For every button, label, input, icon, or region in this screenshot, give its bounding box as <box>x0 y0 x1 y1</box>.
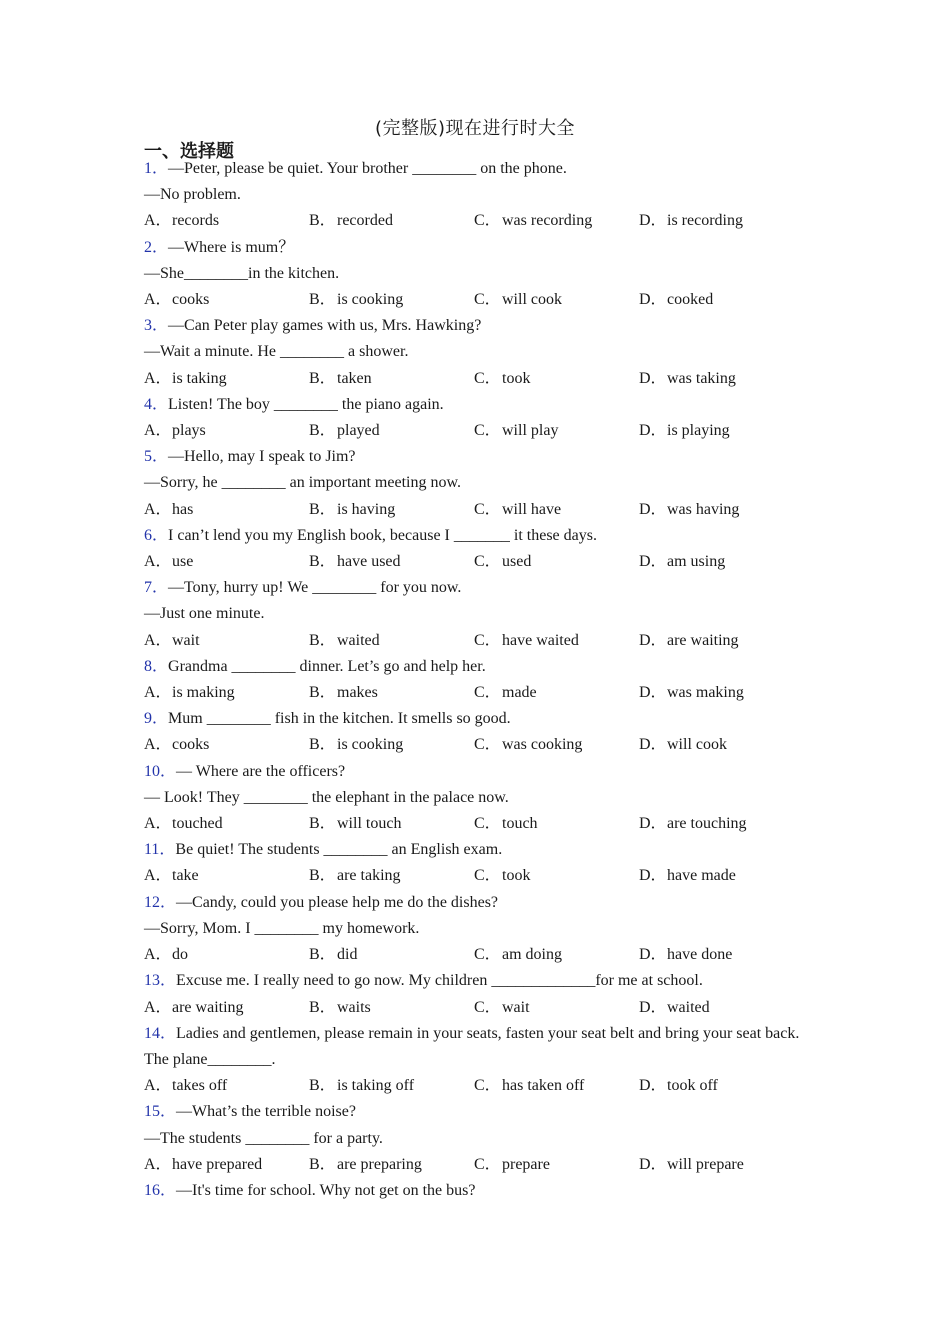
answer-option <box>144 863 309 889</box>
option-text: took off <box>667 1077 718 1095</box>
option-letter: A． <box>144 815 172 833</box>
option-text: am using <box>667 553 726 571</box>
question-text: —The students ________ for a party. <box>144 1129 383 1147</box>
option-text: waited <box>667 998 710 1016</box>
question-text: —Hello, may I speak to Jim? <box>168 448 356 466</box>
option-letter: D． <box>639 815 667 833</box>
question-text: — Look! They ________ the elephant in the palace now. <box>144 788 509 806</box>
option-text: is taking <box>172 369 227 387</box>
answer-option <box>144 942 309 968</box>
answer-option <box>474 497 639 523</box>
question-number: 4． <box>144 395 169 413</box>
option-text: recorded <box>337 212 393 230</box>
option-letter: C． <box>474 946 501 964</box>
question-dialogue-line <box>144 1126 804 1152</box>
option-text: wait <box>502 998 530 1016</box>
option-text: will prepare <box>667 1155 744 1173</box>
option-text: taken <box>337 369 372 387</box>
question-number: 1． <box>144 160 169 177</box>
option-letter: B． <box>309 553 336 571</box>
option-letter: B． <box>309 684 336 702</box>
answer-option <box>144 549 309 575</box>
option-text: used <box>502 553 532 571</box>
answer-option <box>639 628 804 654</box>
option-text: made <box>502 684 537 702</box>
option-letter: B． <box>309 369 336 387</box>
answer-option <box>474 287 639 313</box>
answer-option <box>639 863 804 889</box>
question-text: Excuse me. I really need to go now. My children _____________for me at school. <box>176 972 703 990</box>
question-text: —She________in the kitchen. <box>144 264 340 282</box>
answer-options <box>144 995 804 1021</box>
answer-option <box>639 418 804 444</box>
option-letter: A． <box>144 736 172 754</box>
answer-option <box>309 811 474 837</box>
option-letter: C． <box>474 1155 501 1173</box>
question-number: 11． <box>144 841 176 859</box>
answer-option <box>639 1073 804 1099</box>
option-letter: D． <box>639 553 667 571</box>
question-stem <box>144 1178 804 1204</box>
question-text: —What’s the terrible noise? <box>176 1103 356 1121</box>
answer-option <box>309 995 474 1021</box>
option-letter: A． <box>144 946 172 964</box>
question-text: —Peter, please be quiet. Your brother ________ on the phone. <box>168 160 567 177</box>
option-letter: B． <box>309 291 336 309</box>
answer-option <box>144 732 309 758</box>
answer-options <box>144 366 804 392</box>
answer-option <box>474 549 639 575</box>
question-stem <box>144 444 804 470</box>
question-text: —Where is mum？ <box>168 238 295 256</box>
question-dialogue-line <box>144 601 804 627</box>
option-letter: C． <box>474 1077 501 1095</box>
option-letter: C． <box>474 815 501 833</box>
question-text: Listen! The boy ________ the piano again. <box>168 395 444 413</box>
option-letter: A． <box>144 212 172 230</box>
option-letter: B． <box>309 1155 336 1173</box>
option-text: is cooking <box>337 291 404 309</box>
option-text: was taking <box>667 369 736 387</box>
option-letter: A． <box>144 867 172 885</box>
question-item <box>144 890 804 969</box>
question-text: — Where are the officers? <box>176 762 346 780</box>
option-letter: D． <box>639 291 667 309</box>
question-number: 12． <box>144 893 177 911</box>
option-letter: D． <box>639 946 667 964</box>
option-text: cooked <box>667 291 714 309</box>
question-number: 5． <box>144 448 169 466</box>
option-text: records <box>172 212 220 230</box>
option-letter: C． <box>474 291 501 309</box>
question-text: Ladies and gentlemen, please remain in your seats, fasten your seat belt and bring your seat back. The plane________. <box>144 1024 800 1068</box>
answer-option <box>309 287 474 313</box>
option-text: wait <box>172 631 200 649</box>
question-stem <box>144 575 804 601</box>
answer-option <box>309 732 474 758</box>
option-text: waited <box>337 631 380 649</box>
option-text: are waiting <box>667 631 739 649</box>
question-stem <box>144 523 804 549</box>
option-text: plays <box>172 422 206 440</box>
question-item <box>144 706 804 758</box>
answer-option <box>309 208 474 234</box>
option-letter: D． <box>639 867 667 885</box>
question-stem <box>144 392 804 418</box>
question-text: Grandma ________ dinner. Let’s go and help her. <box>168 657 486 675</box>
answer-option <box>474 942 639 968</box>
question-stem <box>144 235 804 261</box>
question-text: —Just one minute. <box>144 605 265 623</box>
option-letter: D． <box>639 736 667 754</box>
question-stem <box>144 654 804 680</box>
question-number: 16． <box>144 1181 177 1199</box>
answer-option <box>639 549 804 575</box>
answer-option <box>144 497 309 523</box>
answer-option <box>474 418 639 444</box>
question-item <box>144 392 804 444</box>
option-letter: D． <box>639 369 667 387</box>
question-stem <box>144 313 804 339</box>
answer-options <box>144 942 804 968</box>
option-letter: A． <box>144 684 172 702</box>
option-text: are waiting <box>172 998 244 1016</box>
answer-option <box>309 418 474 444</box>
option-letter: B． <box>309 946 336 964</box>
answer-option <box>474 732 639 758</box>
option-text: was cooking <box>502 736 583 754</box>
option-text: have made <box>667 867 736 885</box>
answer-options <box>144 287 804 313</box>
option-letter: A． <box>144 291 172 309</box>
answer-option <box>144 628 309 654</box>
answer-option <box>639 811 804 837</box>
answer-options <box>144 863 804 889</box>
section-heading: 一、选择题 <box>144 141 234 162</box>
option-letter: B． <box>309 631 336 649</box>
option-letter: B． <box>309 867 336 885</box>
option-text: was making <box>667 684 744 702</box>
option-text: took <box>502 369 531 387</box>
option-letter: A． <box>144 553 172 571</box>
option-letter: B． <box>309 212 336 230</box>
option-text: touched <box>172 815 223 833</box>
option-text: played <box>337 422 380 440</box>
answer-option <box>144 418 309 444</box>
question-text: Be quiet! The students ________ an English exam. <box>175 841 503 859</box>
question-item <box>144 313 804 392</box>
question-stem <box>144 890 804 916</box>
answer-option <box>309 497 474 523</box>
answer-option <box>144 287 309 313</box>
option-text: will cook <box>667 736 727 754</box>
question-stem <box>144 759 804 785</box>
answer-option <box>639 208 804 234</box>
option-text: is making <box>172 684 235 702</box>
answer-options <box>144 628 804 654</box>
answer-option <box>474 811 639 837</box>
option-text: took <box>502 867 531 885</box>
option-text: is having <box>337 500 396 518</box>
question-stem <box>144 968 804 994</box>
answer-option <box>309 366 474 392</box>
option-text: cooks <box>172 291 210 309</box>
question-number: 15． <box>144 1103 177 1121</box>
question-text: —Sorry, Mom. I ________ my homework. <box>144 919 420 937</box>
question-dialogue-line <box>144 916 804 942</box>
question-list <box>144 156 804 1204</box>
option-text: prepare <box>502 1155 550 1173</box>
option-text: was having <box>667 500 740 518</box>
question-item <box>144 156 804 235</box>
option-letter: D． <box>639 500 667 518</box>
question-item <box>144 654 804 706</box>
option-letter: C． <box>474 998 501 1016</box>
answer-option <box>309 680 474 706</box>
answer-option <box>474 628 639 654</box>
answer-options <box>144 732 804 758</box>
question-number: 3． <box>144 317 169 335</box>
answer-option <box>639 995 804 1021</box>
option-letter: C． <box>474 553 501 571</box>
question-text: —Can Peter play games with us, Mrs. Hawking? <box>168 317 482 335</box>
answer-option <box>144 208 309 234</box>
option-text: is cooking <box>337 736 404 754</box>
answer-option <box>474 995 639 1021</box>
option-letter: B． <box>309 736 336 754</box>
question-text: I can’t lend you my English book, because I _______ it these days. <box>168 526 597 544</box>
option-text: cooks <box>172 736 210 754</box>
option-text: has <box>172 500 194 518</box>
answer-option <box>309 942 474 968</box>
question-item <box>144 235 804 314</box>
answer-option <box>144 995 309 1021</box>
option-letter: B． <box>309 815 336 833</box>
answer-option <box>309 863 474 889</box>
question-item <box>144 759 804 838</box>
option-text: do <box>172 946 188 964</box>
answer-option <box>144 680 309 706</box>
answer-option <box>639 1152 804 1178</box>
answer-option <box>144 1073 309 1099</box>
question-text: —It's time for school. Why not get on the bus? <box>176 1181 476 1199</box>
question-item <box>144 968 804 1020</box>
question-stem <box>144 837 804 863</box>
question-text: —No problem. <box>144 186 241 204</box>
question-dialogue-line <box>144 339 804 365</box>
option-text: are preparing <box>337 1155 422 1173</box>
answer-options <box>144 811 804 837</box>
answer-options <box>144 1152 804 1178</box>
answer-option <box>309 628 474 654</box>
option-text: will play <box>502 422 559 440</box>
option-letter: A． <box>144 1155 172 1173</box>
option-text: will have <box>502 500 562 518</box>
question-number: 9． <box>144 710 169 728</box>
answer-option <box>639 942 804 968</box>
answer-option <box>144 366 309 392</box>
question-text: —Candy, could you please help me do the dishes? <box>176 893 499 911</box>
answer-option <box>474 208 639 234</box>
answer-options <box>144 208 804 234</box>
option-text: is recording <box>667 212 743 230</box>
option-letter: A． <box>144 500 172 518</box>
option-letter: C． <box>474 500 501 518</box>
option-letter: A． <box>144 422 172 440</box>
answer-option <box>474 366 639 392</box>
answer-options <box>144 418 804 444</box>
option-text: was recording <box>502 212 593 230</box>
option-letter: B． <box>309 998 336 1016</box>
answer-option <box>309 1152 474 1178</box>
question-item <box>144 1021 804 1100</box>
option-text: takes off <box>172 1077 228 1095</box>
answer-options <box>144 549 804 575</box>
question-item <box>144 444 804 523</box>
option-text: did <box>337 946 358 964</box>
answer-option <box>144 1152 309 1178</box>
answer-options <box>144 1073 804 1099</box>
question-text: —Tony, hurry up! We ________ for you now. <box>168 579 462 597</box>
option-letter: C． <box>474 369 501 387</box>
option-text: makes <box>337 684 378 702</box>
question-text: —Sorry, he ________ an important meeting now. <box>144 474 461 492</box>
answer-options <box>144 497 804 523</box>
option-letter: D． <box>639 684 667 702</box>
answer-option <box>144 811 309 837</box>
answer-option <box>309 1073 474 1099</box>
option-text: will touch <box>337 815 402 833</box>
option-text: are touching <box>667 815 747 833</box>
question-dialogue-line <box>144 785 804 811</box>
option-letter: D． <box>639 1155 667 1173</box>
option-text: touch <box>502 815 538 833</box>
answer-options <box>144 680 804 706</box>
option-letter: A． <box>144 631 172 649</box>
answer-option <box>639 732 804 758</box>
option-text: are taking <box>337 867 401 885</box>
answer-option <box>639 287 804 313</box>
option-letter: C． <box>474 631 501 649</box>
question-dialogue-line <box>144 470 804 496</box>
option-text: have waited <box>502 631 579 649</box>
option-letter: D． <box>639 631 667 649</box>
question-item <box>144 1099 804 1178</box>
question-number: 7． <box>144 579 169 597</box>
question-dialogue-line <box>144 261 804 287</box>
question-number: 10． <box>144 762 177 780</box>
option-text: will cook <box>502 291 562 309</box>
option-text: take <box>172 867 199 885</box>
question-text: —Wait a minute. He ________ a shower. <box>144 343 409 361</box>
option-text: have done <box>667 946 733 964</box>
option-letter: B． <box>309 1077 336 1095</box>
option-letter: B． <box>309 422 336 440</box>
question-number: 14． <box>144 1024 177 1042</box>
option-letter: B． <box>309 500 336 518</box>
answer-option <box>639 366 804 392</box>
answer-option <box>309 549 474 575</box>
option-text: have used <box>337 553 401 571</box>
option-letter: A． <box>144 998 172 1016</box>
option-letter: C． <box>474 867 501 885</box>
answer-option <box>474 863 639 889</box>
option-text: is taking off <box>337 1077 415 1095</box>
question-stem <box>144 156 804 182</box>
question-stem <box>144 1021 804 1073</box>
document-title: (完整版)现在进行时大全 <box>374 118 576 139</box>
option-letter: A． <box>144 1077 172 1095</box>
option-letter: D． <box>639 1077 667 1095</box>
question-number: 2． <box>144 238 169 256</box>
option-letter: C． <box>474 212 501 230</box>
option-text: is playing <box>667 422 730 440</box>
option-letter: C． <box>474 684 501 702</box>
question-number: 8． <box>144 657 169 675</box>
answer-option <box>474 1152 639 1178</box>
option-letter: D． <box>639 422 667 440</box>
option-letter: A． <box>144 369 172 387</box>
question-text: Mum ________ fish in the kitchen. It smells so good. <box>168 710 511 728</box>
option-text: have prepared <box>172 1155 263 1173</box>
option-letter: D． <box>639 998 667 1016</box>
option-text: waits <box>337 998 371 1016</box>
answer-option <box>639 497 804 523</box>
option-text: has taken off <box>502 1077 585 1095</box>
question-number: 6． <box>144 526 169 544</box>
question-stem <box>144 1099 804 1125</box>
option-text: use <box>172 553 194 571</box>
question-item <box>144 1178 804 1204</box>
answer-option <box>474 680 639 706</box>
question-item <box>144 837 804 889</box>
question-stem <box>144 706 804 732</box>
question-dialogue-line <box>144 182 804 208</box>
option-letter: C． <box>474 422 501 440</box>
option-letter: D． <box>639 212 667 230</box>
option-text: am doing <box>502 946 562 964</box>
option-letter: C． <box>474 736 501 754</box>
answer-option <box>474 1073 639 1099</box>
question-item <box>144 523 804 575</box>
answer-option <box>639 680 804 706</box>
question-number: 13． <box>144 972 177 990</box>
question-item <box>144 575 804 654</box>
